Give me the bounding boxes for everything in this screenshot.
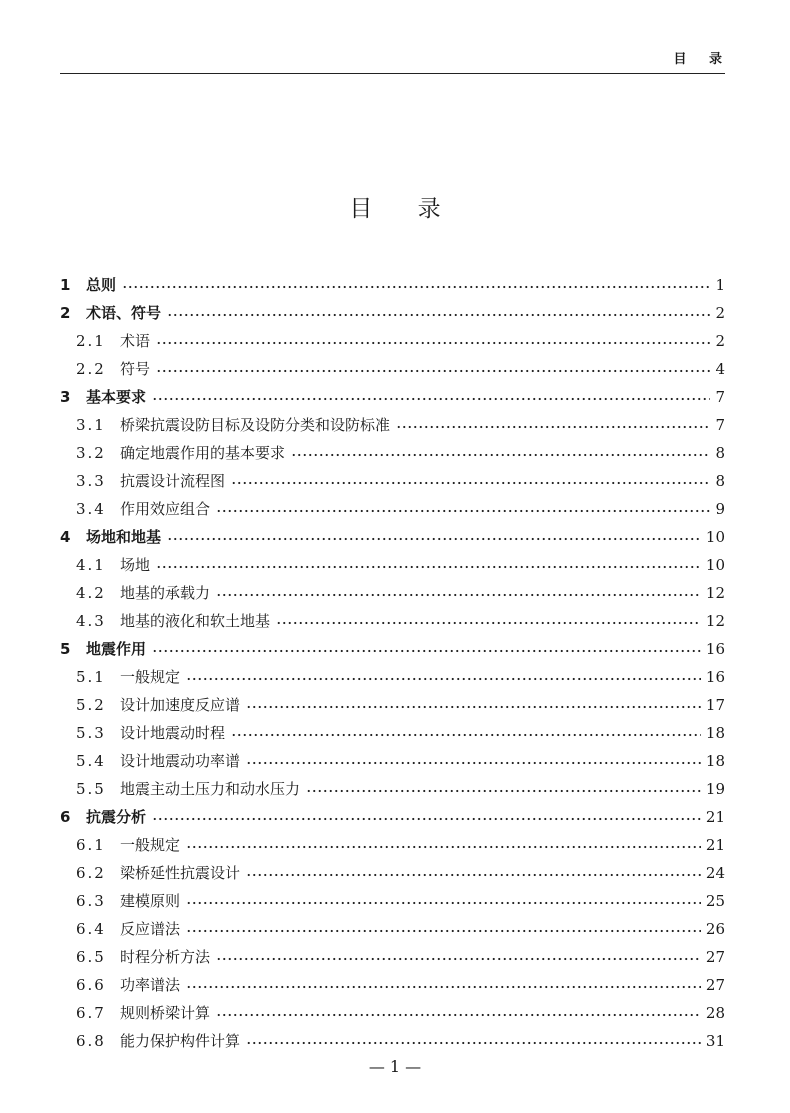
toc-entry-title: 地震作用: [86, 640, 147, 658]
toc-chapter-row: [60, 271, 725, 299]
toc-dot-leader: [246, 1027, 701, 1055]
toc-dot-leader: [246, 691, 701, 719]
toc-section-row: [60, 467, 725, 495]
toc-entry-number: 6: [60, 808, 71, 826]
toc-dot-leader: [216, 943, 701, 971]
toc-entry-number: 2.1: [76, 332, 106, 350]
toc-page-number: 18: [705, 724, 725, 742]
toc-entry-number: 6.4: [76, 920, 106, 938]
toc-entry-title: 抗震设计流程图: [120, 472, 226, 490]
toc-dot-leader: [231, 719, 701, 747]
toc-section-row: [60, 1027, 725, 1055]
toc-entry-number: 6.7: [76, 1004, 106, 1022]
toc-chapter-row: [60, 635, 725, 663]
toc-section-row: [60, 831, 725, 859]
toc-entry-title: 建模原则: [120, 892, 181, 910]
toc-page-number: 8: [715, 472, 725, 490]
toc-dot-leader: [276, 607, 701, 635]
toc-entry-title: 总则: [86, 276, 117, 294]
toc-dot-leader: [186, 915, 701, 943]
toc-entry-title: 设计地震动功率谱: [120, 752, 241, 770]
toc-dot-leader: [122, 271, 710, 299]
toc-section-row: [60, 943, 725, 971]
toc-dot-leader: [186, 831, 701, 859]
toc-entry-title: 功率谱法: [120, 976, 181, 994]
toc-section-row: [60, 859, 725, 887]
toc-dot-leader: [246, 747, 701, 775]
toc-page-number: 16: [705, 668, 725, 686]
toc-section-row: [60, 971, 725, 999]
toc-entry-title: 设计加速度反应谱: [120, 696, 241, 714]
toc-entry-number: 1: [60, 276, 71, 294]
toc-dot-leader: [291, 439, 710, 467]
toc-entry-title: 梁桥延性抗震设计: [120, 864, 241, 882]
toc-dot-leader: [186, 663, 701, 691]
toc-dot-leader: [246, 859, 701, 887]
toc-page-number: 16: [705, 640, 725, 658]
toc-entry-title: 一般规定: [120, 668, 181, 686]
toc-section-row: [60, 747, 725, 775]
toc-page-number: 12: [705, 612, 725, 630]
toc-dot-leader: [156, 355, 710, 383]
toc-chapter-row: [60, 383, 725, 411]
toc-section-row: [60, 495, 725, 523]
toc-section-row: [60, 775, 725, 803]
toc-page-number: 24: [705, 864, 725, 882]
toc-page-number: 2: [715, 332, 725, 350]
toc-section-row: [60, 719, 725, 747]
toc-dot-leader: [156, 551, 701, 579]
toc-entry-title: 场地: [120, 556, 151, 574]
toc-entry-number: 3: [60, 388, 71, 406]
toc-page-number: 28: [705, 1004, 725, 1022]
toc-entry-number: 6.8: [76, 1032, 106, 1050]
toc-page-number: 10: [705, 556, 725, 574]
toc-dot-leader: [167, 523, 701, 551]
toc-page-number: 25: [705, 892, 725, 910]
toc-entry-number: 2.2: [76, 360, 106, 378]
toc-section-row: [60, 579, 725, 607]
toc-entry-title: 反应谱法: [120, 920, 181, 938]
toc-page-number: 7: [715, 388, 725, 406]
toc-entry-title: 能力保护构件计算: [120, 1032, 241, 1050]
toc-entry-number: 3.1: [76, 416, 106, 434]
toc-page-number: 17: [705, 696, 725, 714]
toc-chapter-row: [60, 299, 725, 327]
toc-page-number: 7: [715, 416, 725, 434]
toc-entry-number: 5: [60, 640, 71, 658]
toc-page-number: 12: [705, 584, 725, 602]
toc-page-number: 19: [705, 780, 725, 798]
toc-section-row: [60, 999, 725, 1027]
toc-entry-title: 桥梁抗震设防目标及设防分类和设防标准: [120, 416, 391, 434]
toc-page-number: 27: [705, 976, 725, 994]
toc-dot-leader: [306, 775, 701, 803]
toc-entry-number: 6.1: [76, 836, 106, 854]
toc-entry-title: 地基的承载力: [120, 584, 211, 602]
toc-section-row: [60, 915, 725, 943]
toc-entry-title: 地震主动土压力和动水压力: [120, 780, 301, 798]
toc-list: [60, 271, 725, 1055]
toc-entry-number: 3.4: [76, 500, 106, 518]
toc-dot-leader: [216, 579, 701, 607]
toc-section-row: [60, 887, 725, 915]
toc-entry-title: 设计地震动时程: [120, 724, 226, 742]
toc-entry-number: 5.5: [76, 780, 106, 798]
toc-entry-number: 5.1: [76, 668, 106, 686]
toc-page-number: 31: [705, 1032, 725, 1050]
toc-entry-number: 5.3: [76, 724, 106, 742]
toc-entry-title: 术语、符号: [86, 304, 162, 322]
toc-page-number: 27: [705, 948, 725, 966]
toc-entry-title: 一般规定: [120, 836, 181, 854]
toc-entry-title: 地基的液化和软土地基: [120, 612, 271, 630]
toc-entry-number: 4.3: [76, 612, 106, 630]
toc-entry-number: 6.5: [76, 948, 106, 966]
toc-dot-leader: [231, 467, 710, 495]
toc-dot-leader: [186, 887, 701, 915]
page-title: 目 录: [349, 196, 441, 222]
toc-entry-number: 3.2: [76, 444, 106, 462]
toc-section-row: [60, 551, 725, 579]
toc-entry-title: 确定地震作用的基本要求: [120, 444, 286, 462]
toc-section-row: [60, 663, 725, 691]
toc-chapter-row: [60, 803, 725, 831]
toc-section-row: [60, 691, 725, 719]
toc-chapter-row: [60, 523, 725, 551]
running-header-title: 目 录: [673, 52, 722, 67]
header-rule: [60, 73, 725, 74]
toc-entry-title: 作用效应组合: [120, 500, 211, 518]
toc-section-row: [60, 439, 725, 467]
toc-page-number: 2: [715, 304, 725, 322]
toc-entry-number: 2: [60, 304, 71, 322]
toc-page-number: 21: [705, 808, 725, 826]
toc-dot-leader: [216, 999, 701, 1027]
toc-page-number: 18: [705, 752, 725, 770]
toc-entry-number: 5.2: [76, 696, 106, 714]
toc-entry-number: 6.2: [76, 864, 106, 882]
toc-entry-title: 基本要求: [86, 388, 147, 406]
toc-dot-leader: [152, 635, 701, 663]
toc-dot-leader: [396, 411, 710, 439]
toc-entry-title: 术语: [120, 332, 151, 350]
toc-page-number: 10: [705, 528, 725, 546]
toc-section-row: [60, 355, 725, 383]
toc-dot-leader: [186, 971, 701, 999]
toc-page-number: 9: [715, 500, 725, 518]
toc-dot-leader: [152, 803, 701, 831]
toc-page-number: 26: [705, 920, 725, 938]
toc-dot-leader: [156, 327, 710, 355]
toc-entry-number: 6.6: [76, 976, 106, 994]
toc-page-number: 4: [715, 360, 725, 378]
toc-dot-leader: [216, 495, 710, 523]
toc-entry-number: 4.1: [76, 556, 106, 574]
toc-entry-number: 3.3: [76, 472, 106, 490]
toc-entry-number: 5.4: [76, 752, 106, 770]
toc-page-number: 21: [705, 836, 725, 854]
toc-entry-title: 场地和地基: [86, 528, 162, 546]
toc-entry-number: 4: [60, 528, 71, 546]
toc-entry-title: 符号: [120, 360, 151, 378]
toc-dot-leader: [152, 383, 710, 411]
toc-entry-number: 4.2: [76, 584, 106, 602]
toc-entry-number: 6.3: [76, 892, 106, 910]
toc-page-number: 8: [715, 444, 725, 462]
toc-entry-title: 抗震分析: [86, 808, 147, 826]
toc-section-row: [60, 607, 725, 635]
toc-entry-title: 规则桥梁计算: [120, 1004, 211, 1022]
toc-section-row: [60, 411, 725, 439]
toc-page-number: 1: [715, 276, 725, 294]
toc-entry-title: 时程分析方法: [120, 948, 211, 966]
toc-section-row: [60, 327, 725, 355]
toc-dot-leader: [167, 299, 710, 327]
page-number-footer: — 1 —: [368, 1057, 422, 1076]
